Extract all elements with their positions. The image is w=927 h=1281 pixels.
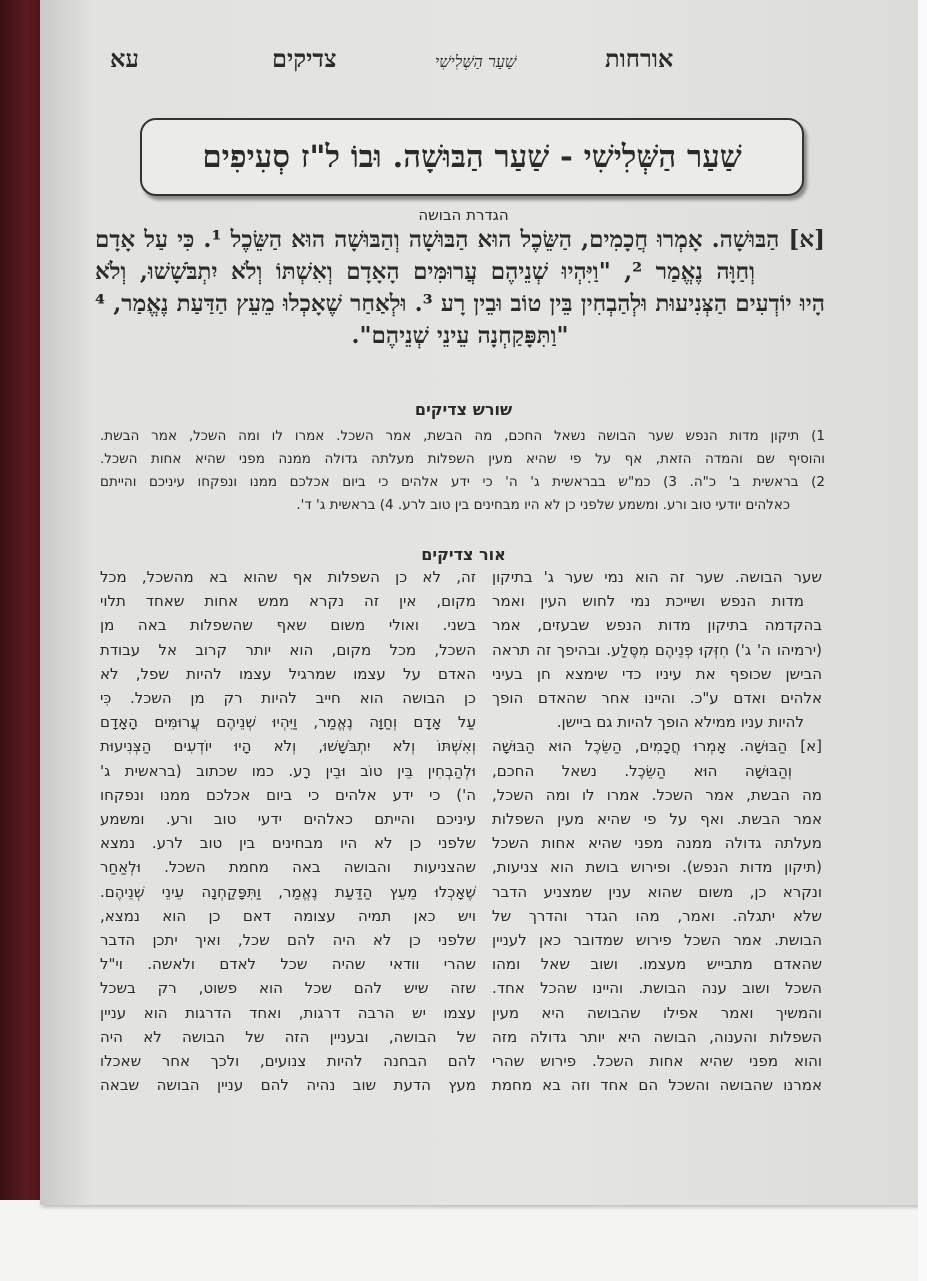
text-line: שזה שיש להם שכל הוא פשוט, רק בשכל [100,979,476,998]
text-line: שלפני כן לא היו מבחינים בין טוב לרע. נמצא [100,834,476,853]
commentary-title: אור צדיקים [421,545,506,564]
text-line: (תיקון מדות הנפש). ופירוש בושת הוא צניעות, [492,858,822,877]
text-line: הָיוּ יוֹדְעִים הַצְּנִיעוּת וּלְהַבְחִין בֵּין טוֹב וּבֵין רָע ³. וּלְאַחַר שֶׁאָכְלוּ מֵעֵץ הַדַּעַת נֶאֱמַר, ⁴ [95,290,825,317]
text-line: שער הבושה. שער זה הוא נמי שער ג' בתיקון [492,568,822,586]
text-line: וּלְהַבְחִין בֵּין טוֹב וּבֵין רָע. כמו שכתוב (בראשית ג' [100,761,476,780]
text-line: של הבושה, ובעניין הזה של הבושה לא היה [100,1027,476,1046]
text-line: השפלות והענוה, הבושה היא יותר גדולה מזה [492,1027,822,1046]
text-line: כן הבושה הוא חייב להיות רק מן השכל. כִּי [100,689,476,707]
text-line: עצמו יש הרבה דרגות, ואחד הדרגות הוא עניין [100,1003,476,1022]
text-line: שהצניעות והבושה באה מחמת השכל. וּלְאַחַר [100,858,476,877]
text-line: (ירמיהו ה' ג') חִזְּקוּ פְנֵיהֶם מִסֶּלַע. ובהיפך זה תראה [492,640,822,659]
text-line: אלהים ואדם ע"כ. והיינו אחר שהאדם הופך [492,689,822,707]
text-line: [א] הַבּוּשָׁה. אָמְרוּ חֲכָמִים, הַשֵּׂכֶל הוּא הַבּוּשָׁה [492,737,822,756]
text-line: 1) תיקון מדות הנפש שער הבושה נשאל החכם, מה הבשת, אמר השכל. אמרו לו ומה השכל, אמר הבשת. [100,428,825,444]
text-line: הבושת. אמר השכל פירוש שמדובר כאן לעניין [492,931,822,949]
text-line: [א] הַבּוּשָׁה. אָמְרוּ חֲכָמִים, הַשֵּׂכֶל הוּא הַבּוּשָׁה וְהַבּוּשָׁה הוּא הַשֵּׂכֶל ¹. כִּי עַל אָדָם [95,226,825,253]
text-line: מעלתה גדולה ממנה מפני שהיא אחות השכל [492,834,822,853]
text-line: וְאִשְׁתּוֹ וְלֹא יִתְבֹּשָׁשׁוּ, וְלֹא הָיוּ יוֹדְעִים הַצְּנִיעוּת [100,737,476,756]
text-line: שהאדם מתבייש מעצמו. ושוב שאל ומהו [492,955,822,974]
text-line: מעץ הדעת שוב נהיה להם עניין הבושה שבאה [100,1076,476,1095]
text-line: שֶׁאָכְלוּ מֵעֵץ הַדַּעַת נֶאֱמַר, וַתִּפָּקַחְנָה עֵינֵי שְׁנֵיהֶם. [100,882,476,901]
text-line: להם הבחנה להיות צנועים, ולכך אחר שאכלו [100,1052,476,1070]
text-line: 2) בראשית ב' כ"ה. 3) כמ"ש בבראשית ג' ה' כי ידע אלהים כי ביום אכלכם ממנו ונפקחו עיניכם והייתם [100,474,826,490]
text-line: זה, לא כן השפלות אף שהוא בא מהשכל, מכל [100,568,476,586]
book-title-right: אורחות [605,44,674,73]
text-line: הבישן שכופף את עיניו כדי שימצא חן בעיני [492,664,822,683]
text-line: מה הבשת, אמר השכל. אמרו לו ומה השכל, [492,785,822,804]
chapter-title-box [140,118,804,196]
text-line: אמר הבשת. ואף על פי שהיא מעין השפלות [492,810,822,828]
text-line: ויש כאן תמיה עצומה דאם כן הוא נמצא, [100,906,476,925]
text-line: שלא יתגלה. ואמר, מהו הגדר והדרך של [492,906,822,925]
text-line: כאלהים יודעי טוב ורע. ומשמע שלפני כן לא היו מבחינים בין טוב לרע. 4) בראשית ג' ד'. [296,497,790,513]
text-line: והוסיף שם והמדה הזאת, אף על פי שהיא מעין השפלות מעלתה גדולה ממנה מפני שהיא אחות השכל. [100,451,825,467]
text-line: עַל אָדָם וְחַוָּה נֶאֱמַר, וַיִּהְיוּ שְׁנֵיהֶם עֲרוּמִּים הָאָדָם [100,713,476,732]
section-title: הגדרת הבושה [418,206,509,224]
text-line: וְחַוָּה נֶאֱמַר ², "וַיִּהְיוּ שְׁנֵיהֶם עֲרוּמִּים הָאָדָם וְאִשְׁתּוֹ וְלֹא יִתְבֹּשָׁשׁוּ, וְלֹא [95,258,755,285]
text-line: ה') כי ידע אלהים כי ביום אכלכם ממנו ונפקחו [100,785,476,804]
text-line: השכל ושוב ענה הבושת. והיינו שהכל אחד. [492,979,822,998]
text-line: "וַתִּפָּקַחְנָה עֵינֵי שְׁנֵיהֶם". [351,322,569,349]
text-line: שהרי וודאי שהיה שכל לאדם ולאשה. וי"ל [100,955,476,974]
text-line: מדות הנפש ושייכת נמי לחוש העין ואמר [492,592,804,611]
text-line: האדם על עצמו שמרגיל עצמו להיות שפל, לא [100,664,476,683]
footnotes-title: שורש צדיקים [414,400,513,419]
book-title-left: צדיקים [272,44,337,73]
text-line: בשני. ואולי משום שאף שהשפלות באה מן [100,616,476,635]
text-line: בהקדמה בתיקון מדות הנפש שבעזים, אמר [492,616,822,635]
text-line: והמשיך ואמר אפילו שהבושה היא מעין [492,1003,822,1022]
text-line: ונקרא כן, משום שהוא ענין שמצניע הדבר [492,882,822,901]
text-line: שלפני כן לא היה להם שכל, ואיך יתכן הדבר [100,931,476,949]
text-line: אמרנו שהבושה והשכל הם אחד וזה בא מחמת [492,1076,822,1095]
page-number: עא [110,44,139,73]
text-line: מקום, אין זה נקרא ממש אחות שאחד תלוי [100,592,476,611]
page-edge [918,0,927,1281]
chapter-title: שַׁעַר הַשְּׁלִישִׁי - שַׁעַר הַבּוּשָׁה. וּבוֹ ל"ז סְעִיפִים [202,139,742,175]
text-line: השכל, מכל מקום, הוא יותר קרוב אל עבודת [100,640,476,659]
text-line: והוא מפני שהיא אחות השכל. פירוש שהרי [492,1052,822,1070]
text-line: וְהַבּוּשָׁה הוּא הַשֵּׂכֶל. נשאל החכם, [492,761,792,780]
text-line: להיות עניו ממילא הופך להיות גם ביישן. [556,713,804,732]
running-head: שַׁעַר הַשְּׁלִישִׁי [435,52,517,71]
book-spine [0,0,44,1200]
text-line: עיניכם והייתם כאלהים ידעי טוב ורע. ומשמע [100,810,476,828]
